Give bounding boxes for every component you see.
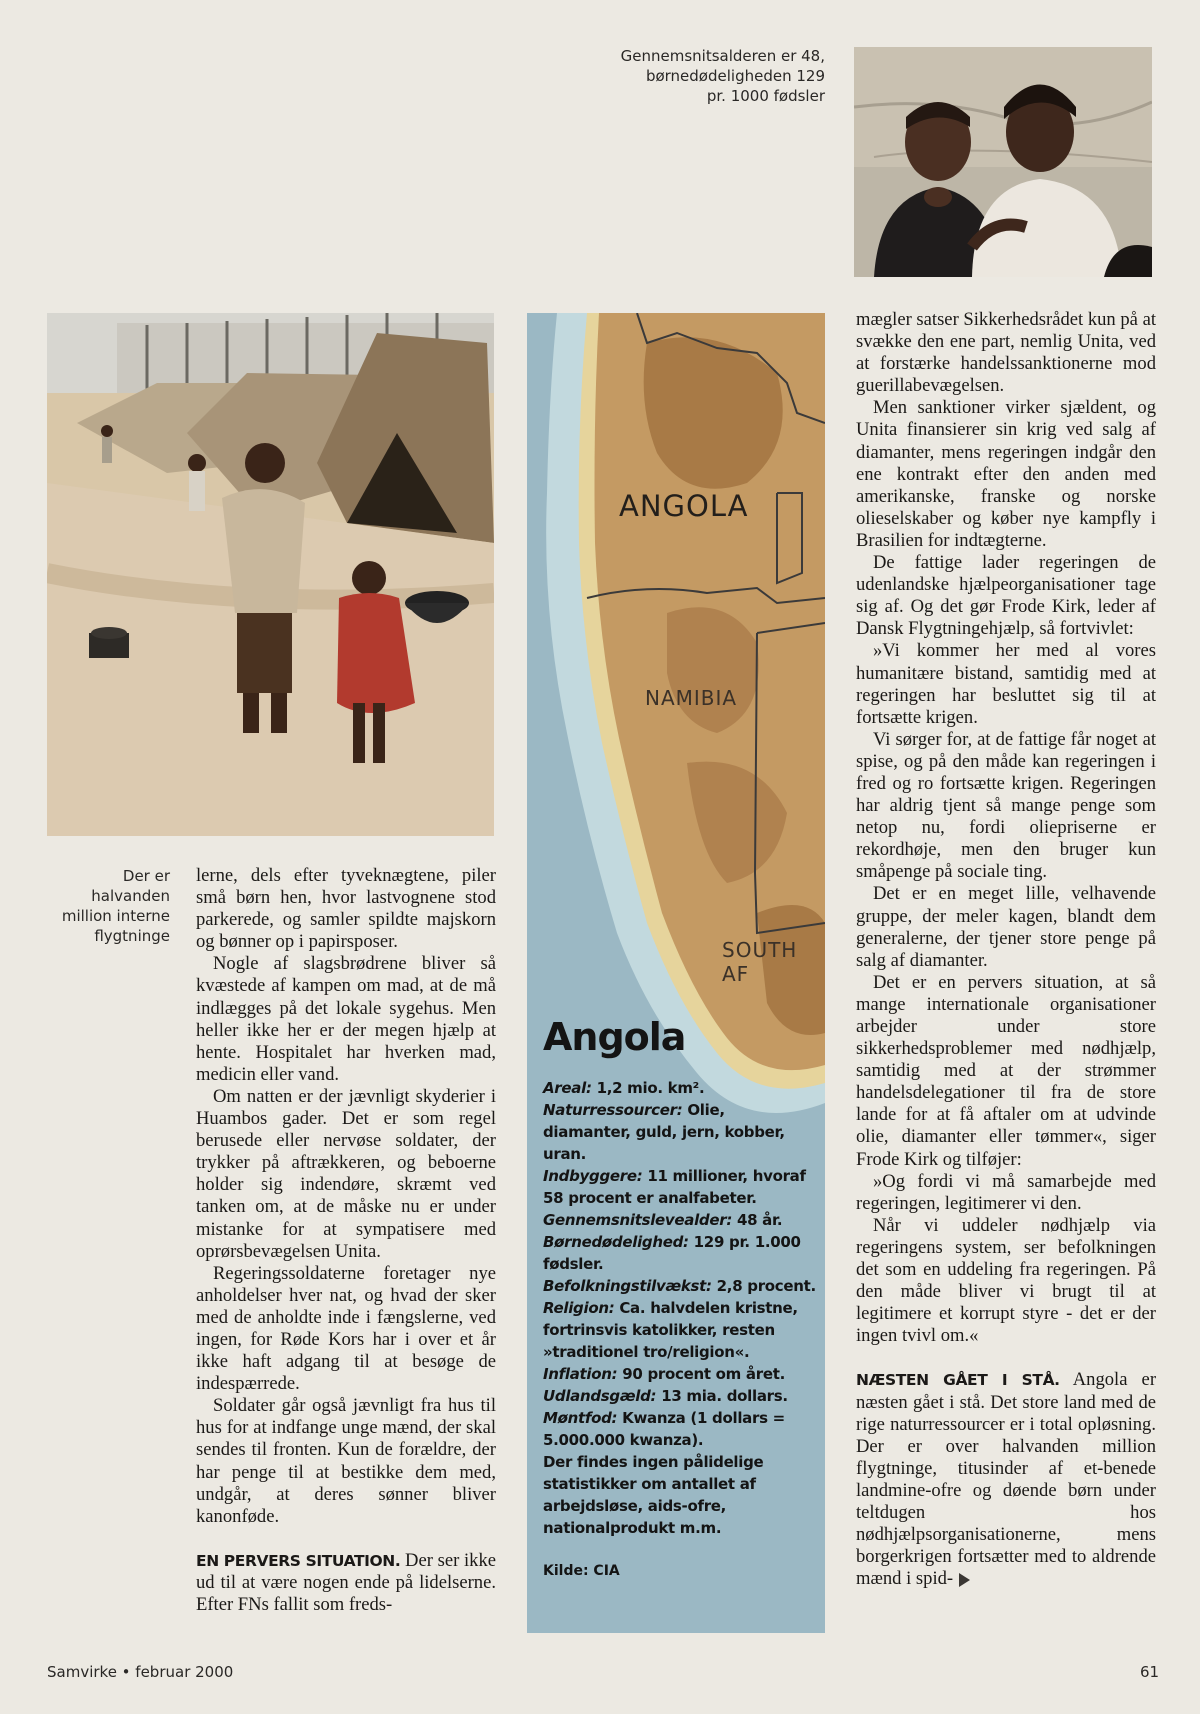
caption-line: flygtninge	[94, 927, 170, 945]
fact-item	[543, 1231, 817, 1275]
paragraph-text: Der ser ikke ud til at være nogen ende på lidelserne. Efter FNs fallit som freds-	[196, 1549, 496, 1615]
fact-item	[543, 1077, 817, 1099]
angola-map-factbox	[527, 313, 825, 1633]
photo-caption-top	[600, 46, 825, 106]
fact-item	[543, 1209, 817, 1231]
fact-item	[543, 1451, 817, 1539]
section-lead-in: EN PERVERS SITUATION.	[196, 1551, 401, 1570]
photo-refugee-camp-illustration	[47, 313, 494, 836]
caption-line: Der er halvanden	[91, 867, 170, 905]
article-column-right	[856, 309, 1156, 1590]
paragraph: Det er en meget lille, velhavende gruppe, der meler kagen, blandt dem generalerne, der tjener store penge på salg af diamanter.	[856, 883, 1156, 971]
factbox-list	[543, 1077, 817, 1539]
fact-value: Kwanza (1 dollars = 5.000.000 kwanza).	[543, 1409, 785, 1449]
photo-two-women-illustration	[854, 47, 1152, 277]
paragraph: »Vi kommer her med al vores humanitære bistand, samtidig med at regeringen har besluttet sig til at fortsætte krigen.	[856, 640, 1156, 728]
fact-value: Ca. halvdelen kristne, fortrinsvis katolikker, resten »traditionel tro/religion«.	[543, 1299, 798, 1361]
fact-term: Indbyggere:	[543, 1167, 643, 1185]
caption-line: børnedødeligheden 129	[645, 67, 825, 85]
page-number: 61	[1140, 1663, 1160, 1681]
fact-value: Der findes ingen pålidelige statistikker om antallet af arbejdsløse, aids-ofre, nationalprodukt m.m.	[543, 1453, 764, 1537]
fact-term: Børnedødelighed:	[543, 1233, 689, 1251]
fact-term: Udlandsgæld:	[543, 1387, 657, 1405]
paragraph: lerne, dels efter tyveknægtene, piler små børn hen, hvor lastvognene stod parkerede, og samler spildte majskorn og bønner op i papirsposer.	[196, 865, 496, 953]
caption-line: Gennemsnitsalderen er 48,	[620, 47, 825, 65]
caption-line: pr. 1000 fødsler	[706, 87, 825, 105]
fact-term: Naturressourcer:	[543, 1101, 683, 1119]
fact-term: Religion:	[543, 1299, 615, 1317]
paragraph-with-lead	[856, 1369, 1156, 1590]
map-label-south-africa: SOUTH AF	[722, 938, 798, 986]
caption-line: million interne	[61, 907, 170, 925]
article-column-left	[196, 865, 496, 1616]
photo-caption-side	[40, 866, 170, 946]
fact-value: 13 mia. dollars.	[656, 1387, 788, 1405]
fact-item	[543, 1385, 817, 1407]
fact-term: Areal:	[543, 1079, 592, 1097]
fact-value: 90 procent om året.	[617, 1365, 785, 1383]
fact-item	[543, 1099, 817, 1165]
paragraph: Når vi uddeler nødhjælp via regeringens system, ser befolkningen det som en uddeling fra regeringen. På den måde bliver vi brugt til at legitimere et korrupt styre - det er der ingen tvivl om.«	[856, 1214, 1156, 1347]
factbox-title: Angola	[543, 1015, 686, 1059]
paragraph: Men sanktioner virker sjældent, og Unita finansierer sin krig ved salg af diamanter, mens regeringen indgår den ene kontrakt efter den anden med amerikanske, franske og norske olieselskaber og køber nye kampfly i Brasilien for indtægterne.	[856, 397, 1156, 551]
fact-item	[543, 1407, 817, 1451]
factbox-source: Kilde: CIA	[543, 1563, 620, 1579]
section-lead-in: NÆSTEN GÅET I STÅ.	[856, 1371, 1060, 1390]
fact-term: Befolkningstilvækst:	[543, 1277, 712, 1295]
fact-term: Gennemsnitslevealder:	[543, 1211, 733, 1229]
map-label-namibia: NAMIBIA	[645, 686, 738, 710]
paragraph: »Og fordi vi må samarbejde med regeringen, legitimerer vi den.	[856, 1170, 1156, 1214]
fact-item	[543, 1275, 817, 1297]
paragraph-with-lead	[196, 1550, 496, 1616]
fact-value: 11 millioner, hvoraf 58 procent er analfabeter.	[543, 1167, 806, 1207]
fact-value: 2,8 procent.	[711, 1277, 816, 1295]
paragraph: Regeringssoldaterne foretager nye anholdelser hver nat, og hvad der sker med de anholdte inde i fængslerne, ved ingen, for Røde Kors har i over et år ikke haft adgang til at besøge de indespærrede.	[196, 1262, 496, 1395]
paragraph: Soldater går også jævnligt fra hus til hus for at indfange unge mænd, der skal sendes til fronten. Kun de forældre, der har penge til at bestikke dem med, undgår, at deres sønner bliver kanonføde.	[196, 1395, 496, 1527]
triangle-right-icon	[959, 1573, 970, 1587]
fact-item	[543, 1363, 817, 1385]
paragraph: Nogle af slagsbrødrene bliver så kvæstede af kampen om mad, at de må indlægges på det lokale sygehus. Men heller ikke her er der megen hjælp at hente. Hospitalet har hverken mad, medicin eller vand.	[196, 953, 496, 1085]
paragraph: Det er en pervers situation, at så mange internationale organisationer arbejder under store sikkerhedsproblemer med nødhjælp, samtidig med at der strømmer handelsdelegationer til fra de store lande for at få aftaler om at udvinde olie, diamanter eller tømmer«, siger Frode Kirk og tilføjer:	[856, 971, 1156, 1170]
paragraph-text: Angola er næsten gået i stå. Det store land med de rige naturressourcer er i total opløsning. Der er over halvanden million flygtninge, titusinder af et-benede landmine-ofre og døende børn under teltdugen hos nødhjælpsorganisationerne, mens borgerkrigen fortsætter med to aldrende mænd i spid-	[856, 1369, 1157, 1590]
fact-term: Inflation:	[543, 1365, 618, 1383]
fact-item	[543, 1165, 817, 1209]
paragraph: mægler satser Sikkerhedsrådet kun på at svække den ene part, nemlig Unita, ved at forstærke handelssanktionerne mod guerillabevægelsen.	[856, 309, 1156, 397]
fact-value: 1,2 mio. km².	[591, 1079, 705, 1097]
photo-refugee-camp	[47, 313, 494, 836]
paragraph: De fattige lader regeringen de udenlandske hjælpeorganisationer tage sig af. Og det gør Frode Kirk, leder af Dansk Flygtningehjælp, så fortvivlet:	[856, 552, 1156, 640]
fact-item	[543, 1297, 817, 1363]
country-factbox	[543, 1015, 817, 1579]
photo-two-women	[854, 47, 1152, 277]
fact-term: Møntfod:	[543, 1409, 618, 1427]
fact-value: 48 år.	[732, 1211, 783, 1229]
footer-publication: Samvirke • februar 2000	[47, 1663, 234, 1681]
fact-value: 129 pr. 1.000 fødsler.	[543, 1233, 801, 1273]
paragraph: Om natten er der jævnligt skyderier i Huambos gader. Det er som regel berusede eller nervøse soldater, der trykker på aftrækkeren, og beboerne holder sig indendøre, skræmt ved tanken om, at de måske nu er under mistanke for at sympatisere med oprørsbevægelsen Unita.	[196, 1085, 496, 1262]
paragraph: Vi sørger for, at de fattige får noget at spise, og på den måde kan regeringen i fred og ro fortsætte krigen. Regeringen har aldrig tjent så mange penge som netop nu, fordi oliepriserne er rekordhøje, men den bruger kun småpenge på sociale ting.	[856, 728, 1156, 883]
fact-value: Olie, diamanter, guld, jern, kobber, uran.	[543, 1101, 785, 1163]
map-label-angola: ANGOLA	[619, 489, 749, 523]
